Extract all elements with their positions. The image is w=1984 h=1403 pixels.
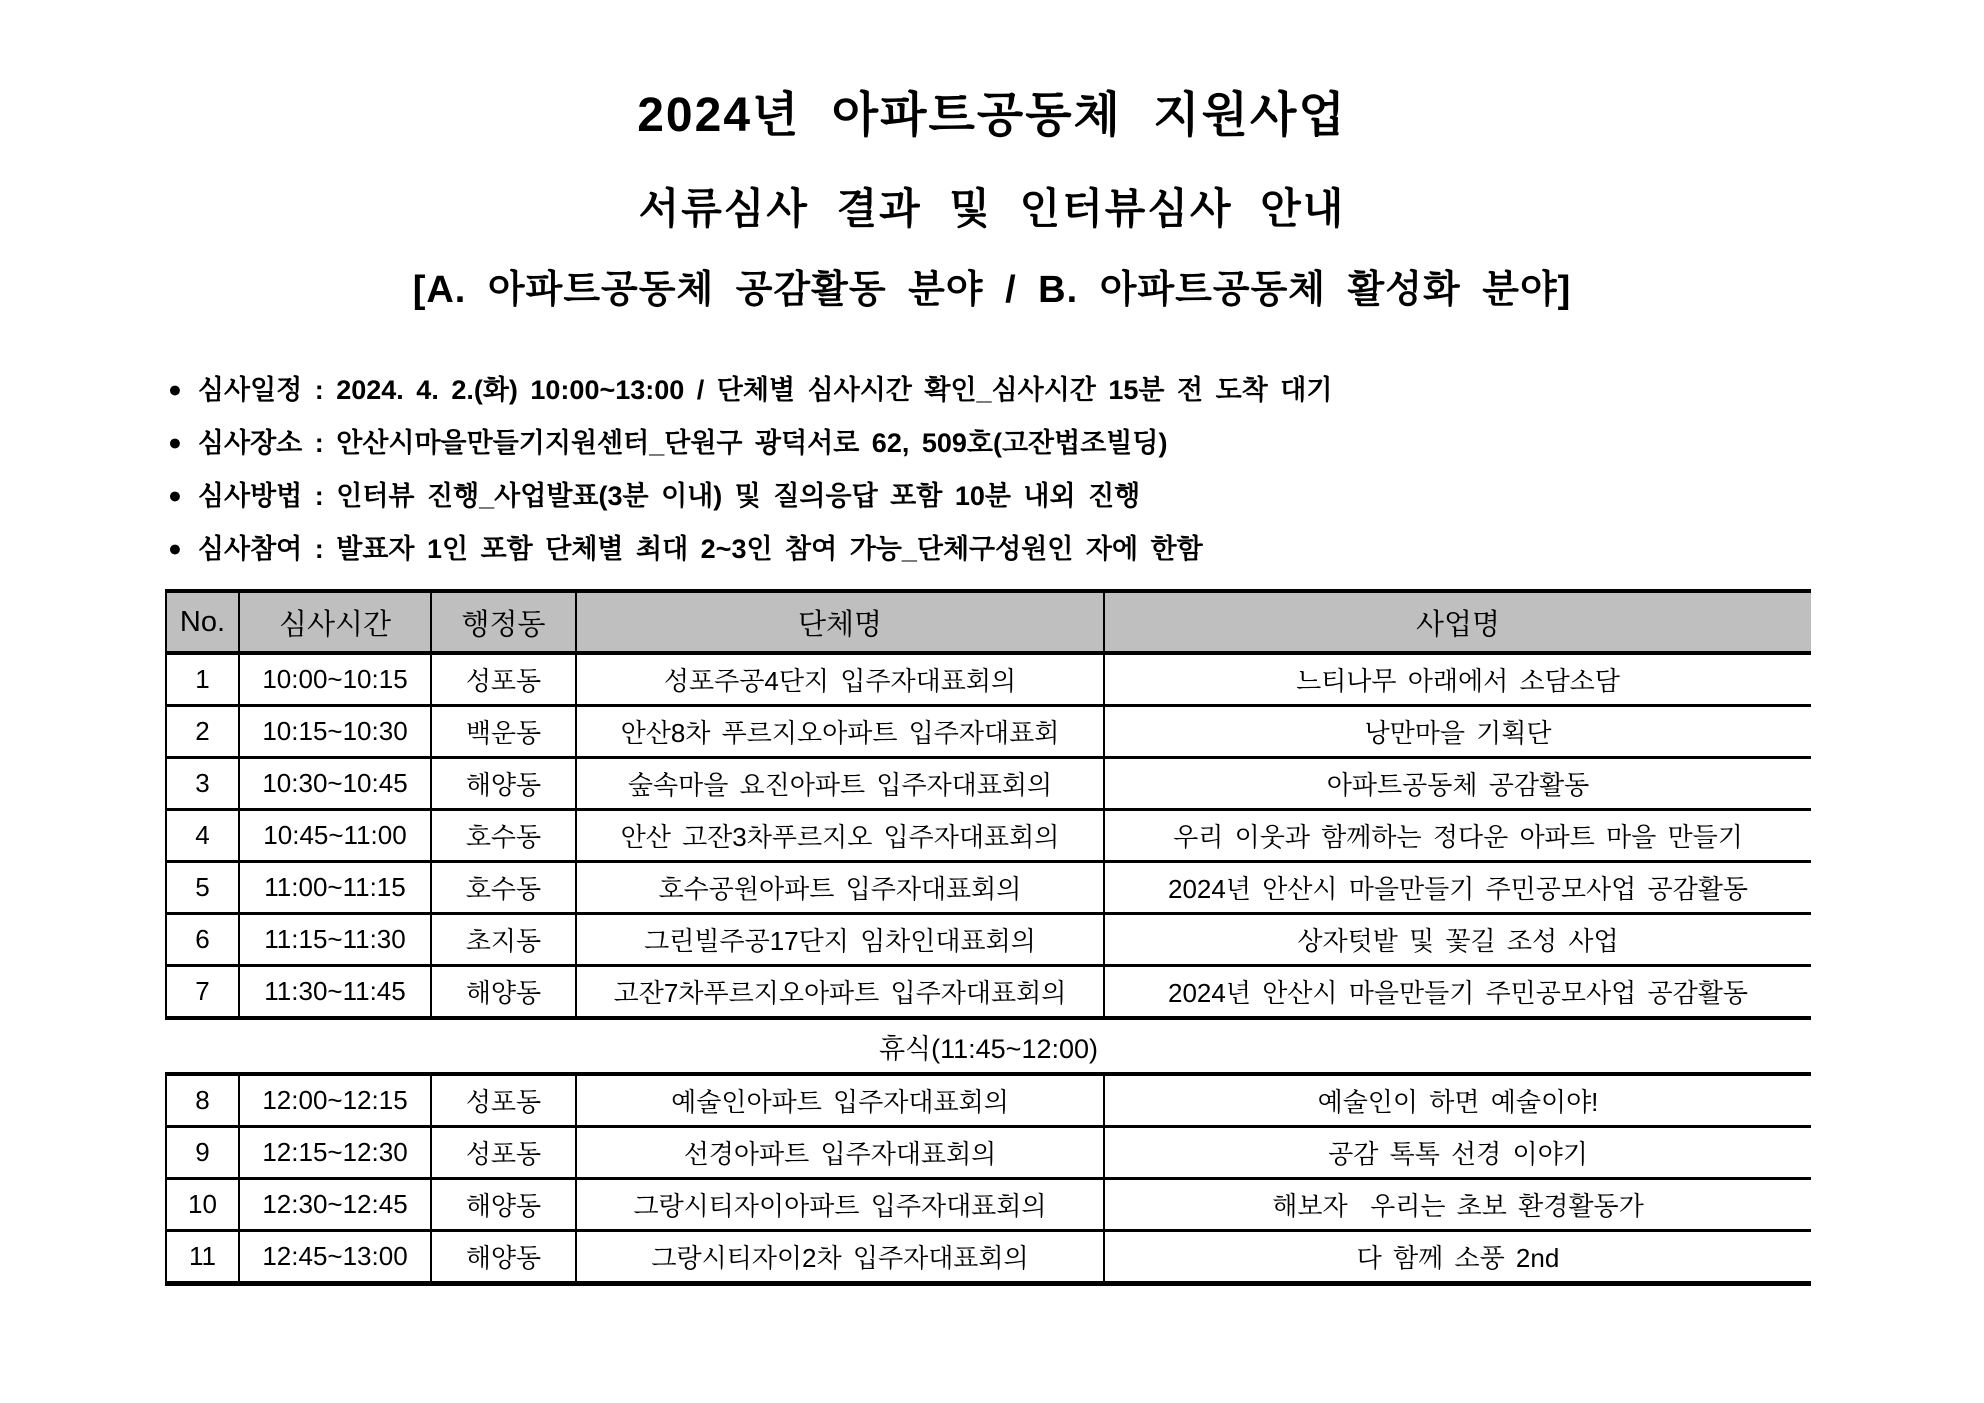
bullet-separator: : bbox=[302, 428, 337, 459]
cell-dong: 해양동 bbox=[431, 758, 576, 810]
cell-group: 고잔7차푸르지오아파트 입주자대표회의 bbox=[576, 966, 1104, 1019]
cell-project: 상자텃밭 및 꽃길 조성 사업 bbox=[1104, 914, 1811, 966]
cell-group: 예술인아파트 입주자대표회의 bbox=[576, 1074, 1104, 1127]
cell-time: 11:00~11:15 bbox=[239, 862, 431, 914]
bullet-text: 인터뷰 진행_사업발표(3분 이내) 및 질의응답 포함 10분 내외 진행 bbox=[336, 481, 1141, 512]
cell-dong: 해양동 bbox=[431, 1231, 576, 1284]
cell-group: 성포주공4단지 입주자대표회의 bbox=[576, 653, 1104, 706]
table-row bbox=[166, 653, 1811, 706]
bullet-icon: ● bbox=[168, 482, 182, 509]
cell-no: 1 bbox=[166, 653, 239, 706]
cell-no: 11 bbox=[166, 1231, 239, 1284]
schedule-table bbox=[165, 589, 1811, 1286]
page-title: 2024년 아파트공동체 지원사업 bbox=[637, 89, 1347, 142]
bullet-label: 심사일정 bbox=[197, 375, 303, 406]
bullet-line bbox=[168, 430, 1984, 457]
cell-project: 우리 이웃과 함께하는 정다운 아파트 마을 만들기 bbox=[1104, 810, 1811, 862]
cell-group: 안산8차 푸르지오아파트 입주자대표회 bbox=[576, 706, 1104, 758]
table-row bbox=[166, 1074, 1811, 1127]
bullet-text: 발표자 1인 포함 단체별 최대 2~3인 참여 가능_단체구성원인 자에 한함 bbox=[336, 534, 1203, 565]
cell-project: 공감 톡톡 선경 이야기 bbox=[1104, 1127, 1811, 1179]
cell-time: 12:45~13:00 bbox=[239, 1231, 431, 1284]
cell-project: 2024년 안산시 마을만들기 주민공모사업 공감활동 bbox=[1104, 862, 1811, 914]
cell-group: 그랑시티자이아파트 입주자대표회의 bbox=[576, 1179, 1104, 1231]
cell-no: 7 bbox=[166, 966, 239, 1019]
cell-time: 12:30~12:45 bbox=[239, 1179, 431, 1231]
cell-no: 9 bbox=[166, 1127, 239, 1179]
bullet-separator: : bbox=[302, 534, 337, 565]
cell-dong: 초지동 bbox=[431, 914, 576, 966]
info-bullet-list bbox=[168, 377, 1984, 563]
bullet-label: 심사장소 bbox=[197, 428, 303, 459]
cell-no: 8 bbox=[166, 1074, 239, 1127]
cell-project: 예술인이 하면 예술이야! bbox=[1104, 1074, 1811, 1127]
cell-time: 10:00~10:15 bbox=[239, 653, 431, 706]
cell-dong: 성포동 bbox=[431, 1074, 576, 1127]
title-block bbox=[0, 0, 1984, 313]
cell-project: 느티나무 아래에서 소담소담 bbox=[1104, 653, 1811, 706]
cell-no: 3 bbox=[166, 758, 239, 810]
cell-project: 2024년 안산시 마을만들기 주민공모사업 공감활동 bbox=[1104, 966, 1811, 1019]
bullet-text: 안산시마을만들기지원센터_단원구 광덕서로 62, 509호(고잔법조빌딩) bbox=[336, 428, 1168, 459]
cell-project: 낭만마을 기획단 bbox=[1104, 706, 1811, 758]
cell-no: 10 bbox=[166, 1179, 239, 1231]
break-label: 휴식(11:45~12:00) bbox=[166, 1018, 1811, 1074]
category-line: [A. 아파트공동체 공감활동 분야 / B. 아파트공동체 활성화 분야] bbox=[412, 269, 1572, 312]
table-row bbox=[166, 810, 1811, 862]
cell-dong: 호수동 bbox=[431, 862, 576, 914]
cell-no: 4 bbox=[166, 810, 239, 862]
table-row bbox=[166, 706, 1811, 758]
bullet-icon: ● bbox=[168, 535, 182, 562]
header-time: 심사시간 bbox=[239, 591, 431, 653]
cell-time: 11:15~11:30 bbox=[239, 914, 431, 966]
cell-dong: 백운동 bbox=[431, 706, 576, 758]
bullet-label: 심사방법 bbox=[197, 481, 303, 512]
bullet-text: 2024. 4. 2.(화) 10:00~13:00 / 단체별 심사시간 확인_심사시간 15분 전 도착 대기 bbox=[336, 375, 1333, 406]
header-dong: 행정동 bbox=[431, 591, 576, 653]
table-row bbox=[166, 914, 1811, 966]
table-row bbox=[166, 1231, 1811, 1284]
cell-no: 2 bbox=[166, 706, 239, 758]
cell-dong: 해양동 bbox=[431, 1179, 576, 1231]
table-row bbox=[166, 966, 1811, 1019]
cell-project: 다 함께 소풍 2nd bbox=[1104, 1231, 1811, 1284]
bullet-line bbox=[168, 377, 1984, 404]
cell-group: 안산 고잔3차푸르지오 입주자대표회의 bbox=[576, 810, 1104, 862]
header-group: 단체명 bbox=[576, 591, 1104, 653]
cell-time: 12:00~12:15 bbox=[239, 1074, 431, 1127]
bullet-icon: ● bbox=[168, 376, 182, 403]
cell-dong: 성포동 bbox=[431, 1127, 576, 1179]
bullet-label: 심사참여 bbox=[197, 534, 303, 565]
cell-group: 그린빌주공17단지 임차인대표회의 bbox=[576, 914, 1104, 966]
bullet-line bbox=[168, 483, 1984, 510]
table-row bbox=[166, 862, 1811, 914]
bullet-separator: : bbox=[302, 481, 337, 512]
cell-time: 10:30~10:45 bbox=[239, 758, 431, 810]
header-no: No. bbox=[166, 591, 239, 653]
cell-dong: 성포동 bbox=[431, 653, 576, 706]
cell-time: 10:15~10:30 bbox=[239, 706, 431, 758]
header-project: 사업명 bbox=[1104, 591, 1811, 653]
cell-group: 숲속마을 요진아파트 입주자대표회의 bbox=[576, 758, 1104, 810]
cell-no: 5 bbox=[166, 862, 239, 914]
cell-time: 12:15~12:30 bbox=[239, 1127, 431, 1179]
page-subtitle: 서류심사 결과 및 인터뷰심사 안내 bbox=[638, 185, 1346, 233]
cell-time: 10:45~11:00 bbox=[239, 810, 431, 862]
break-row bbox=[166, 1018, 1811, 1074]
cell-group: 선경아파트 입주자대표회의 bbox=[576, 1127, 1104, 1179]
cell-time: 11:30~11:45 bbox=[239, 966, 431, 1019]
table-row bbox=[166, 758, 1811, 810]
cell-group: 그랑시티자이2차 입주자대표회의 bbox=[576, 1231, 1104, 1284]
schedule-table-head bbox=[166, 591, 1811, 653]
bullet-line bbox=[168, 536, 1984, 563]
table-row bbox=[166, 1179, 1811, 1231]
bullet-separator: : bbox=[302, 375, 337, 406]
bullet-icon: ● bbox=[168, 429, 182, 456]
cell-dong: 해양동 bbox=[431, 966, 576, 1019]
cell-no: 6 bbox=[166, 914, 239, 966]
schedule-table-body bbox=[166, 653, 1811, 1284]
cell-dong: 호수동 bbox=[431, 810, 576, 862]
header-row bbox=[166, 591, 1811, 653]
cell-group: 호수공원아파트 입주자대표회의 bbox=[576, 862, 1104, 914]
cell-project: 해보자 우리는 초보 환경활동가 bbox=[1104, 1179, 1811, 1231]
cell-project: 아파트공동체 공감활동 bbox=[1104, 758, 1811, 810]
table-row bbox=[166, 1127, 1811, 1179]
